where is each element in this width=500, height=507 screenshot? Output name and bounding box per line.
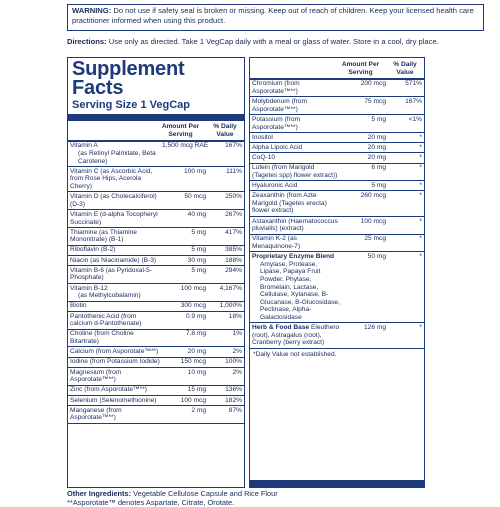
nutrient-name: Alpha Lipoic Acid [252,143,303,151]
nutrient-name-cell [252,218,342,233]
nutrient-name-cell [252,134,342,142]
nutrient-name: Pantothenic Acid (from calcium d-Pantothenate) [70,312,142,328]
nutrient-name-cell [70,193,162,208]
nutrient-row [68,312,244,330]
nutrient-name-cell [70,168,162,191]
nutrient-amount: 5 mg [191,246,206,254]
nutrient-row [68,302,244,312]
supplement-facts-panel-left [67,57,245,488]
nutrient-daily-value: * [419,235,422,243]
nutrient-daily-value: 182% [225,396,242,404]
nutrient-amount: 150 mcg [180,358,206,366]
nutrient-name: Iodine (from Potassium Iodide) [70,358,160,366]
other-label: Other Ingredients: [67,489,132,498]
nutrient-name-cell [70,211,162,226]
title-line-2: Facts [72,77,124,99]
nutrient-daily-value: 1% [232,330,242,338]
nutrient-row [250,191,424,216]
nutrient-amount: 1,500 mcg RAE [162,142,209,150]
other-ingredients [67,489,487,507]
nutrient-daily-value: * [419,143,422,151]
nutrient-name-cell [70,407,162,422]
nutrient-name-cell [252,235,342,250]
nutrient-daily-value: 18% [228,312,242,320]
directions [67,37,487,47]
nutrient-row [68,284,244,302]
nutrient-daily-value: 87% [228,406,242,414]
nutrient-amount: 5 mg [371,182,386,190]
nutrient-name: Potassium (from Asporotate™**) [252,115,300,131]
nutrient-name: Zinc (from Asporotate™**) [70,386,147,394]
nutrient-name-cell [70,142,162,165]
left-nutrient-list [68,142,244,424]
nutrient-daily-value: 417% [225,228,242,236]
nutrient-row [68,386,244,396]
nutrient-row [68,228,244,246]
nutrient-name: Inositol [252,133,273,141]
nutrient-name-cell [252,182,342,190]
nutrient-daily-value: 4,167% [219,284,242,292]
nutrient-name: Vitamin B-12 [70,284,108,292]
directions-label: Directions: [67,37,107,46]
nutrient-name-cell [70,267,162,282]
nutrient-daily-value: 136% [225,386,242,394]
nutrient-amount: 300 mcg [180,302,206,310]
dv-header-right: % Daily Value [393,61,417,76]
title-line-1: Supplement [72,58,185,80]
right-nutrient-list [250,80,424,349]
nutrient-amount: 100 mcg [180,284,206,292]
nutrient-name-cell [70,386,162,394]
nutrient-daily-value: * [419,164,422,172]
warning-text: Do not use if safety seal is broken or missing. Keep out of reach of children. Keep your licensed health care practitioner informed when using this product. [72,6,474,25]
column-header [68,121,244,142]
nutrient-name: Vitamin K-2 (as Menaquinone-7) [252,235,301,251]
nutrient-name-cell [252,164,342,179]
nutrient-row [250,164,424,182]
nutrient-daily-value: 100% [225,358,242,366]
asporotate-note: **Asporotate™ denotes Aspartate, Citrate, Orotate. [67,498,235,507]
nutrient-name: Proprietary Enzyme Blend [252,253,335,261]
warning-label: WARNING: [72,6,112,15]
nutrient-row [68,167,244,192]
nutrient-source: (as Methylcobalamin) [78,292,141,300]
nutrient-daily-value: * [419,253,422,261]
nutrient-name-cell [70,313,162,328]
nutrient-daily-value: * [419,192,422,200]
nutrient-source: (as Retinyl Palmitate, Beta Carotene) [78,149,156,165]
nutrient-amount: 15 mg [187,386,206,394]
nutrient-amount: 20 mg [367,133,386,141]
blend-ingredients: Amylase, Protease, Lipase, Papaya Fruit Powder, Phytase, Bromelain, Lactase, Cellulase, Xylanase, B-Glucanase, B-Glucosidase, Pectinase, Alpha-Galactosidase [260,260,340,321]
nutrient-name-cell [252,80,342,95]
nutrient-row [250,323,424,348]
nutrient-amount: 7.8 mg [185,330,206,338]
amount-header: Amount Per Serving [161,123,200,138]
nutrient-amount: 100 mcg [360,217,386,225]
nutrient-amount: 126 mg [364,324,386,332]
nutrient-name-cell [70,330,162,345]
nutrient-name: Biotin [70,302,87,310]
serving-size: Serving Size 1 VegCap [72,99,190,111]
nutrient-amount: 30 mg [187,256,206,264]
nutrient-amount: 2 mg [191,406,206,414]
daily-value-footnote: *Daily Value not established. [253,350,337,358]
nutrient-name: Chromium (from Asporotate™**) [252,80,300,95]
nutrient-name-cell [70,302,162,310]
nutrient-row [250,217,424,235]
nutrient-name-cell [252,154,342,162]
nutrient-amount: 5 mg [191,266,206,274]
nutrient-row [250,235,424,253]
nutrient-name: Vitamin D (as Cholecalciferol) (D-3) [70,193,157,208]
nutrient-name-cell [70,397,162,405]
nutrient-daily-value: <1% [408,115,422,123]
dv-header: % Daily Value [213,123,237,138]
nutrient-row [250,115,424,133]
nutrient-name: Vitamin B-6 (as Pyridoxal-5-Phosphate) [70,266,152,282]
nutrient-row [68,256,244,266]
nutrient-name-cell [252,324,342,347]
nutrient-name: Vitamin C (as Ascorbic Acid, from Rose Hips, Acerola Cherry) [70,167,153,190]
blend-ingredients: Eleuthero (root), Astragalus (root), Cranberry (berry extract) [252,324,340,347]
nutrient-name: Vitamin E (d-alpha Tocopheryl Succinate) [70,210,158,226]
nutrient-daily-value: 188% [225,256,242,264]
nutrient-amount: 200 mcg [360,80,386,88]
nutrient-daily-value: * [419,217,422,225]
nutrient-name-cell [70,369,162,384]
nutrient-row [250,153,424,163]
nutrient-name: Hyaluronic Acid [252,182,298,190]
nutrient-row [68,266,244,284]
nutrient-name-cell [252,192,342,215]
nutrient-name: Niacin (as Niacinamide) (B-3) [70,256,157,264]
panel-title [68,58,244,98]
nutrient-row [68,368,244,386]
nutrient-row [250,97,424,115]
nutrient-amount: 10 mg [187,368,206,376]
nutrient-name-cell [70,285,162,300]
nutrient-row [68,330,244,348]
nutrient-name-cell [70,229,162,244]
nutrient-name: Selenium (Selenomethionine) [70,396,157,404]
warning-box [67,4,484,31]
bottom-bar [250,480,424,487]
nutrient-name-cell [70,257,162,265]
nutrient-amount: 5 mg [371,115,386,123]
supplement-facts-panel-right [249,57,425,488]
nutrient-daily-value: 111% [226,167,242,175]
nutrient-amount: 5 mg [191,228,206,236]
nutrient-name-cell [252,253,342,321]
nutrient-name: Calcium (from Asporotate™**) [70,348,159,356]
nutrient-daily-value: * [419,182,422,190]
nutrient-row [68,142,244,167]
nutrient-daily-value: 2% [232,368,242,376]
nutrient-row [250,133,424,143]
nutrient-daily-value: 571% [405,80,422,88]
nutrient-name: Molybdenum (from Asporotate™**) [252,98,307,113]
nutrient-daily-value: * [419,133,422,141]
nutrient-row [250,252,424,323]
nutrient-daily-value: * [419,324,422,332]
nutrient-row [68,246,244,256]
nutrient-name: Manganese (from Asporotate™**) [70,406,122,422]
amount-header-right: Amount Per Serving [341,61,380,76]
nutrient-name-cell [70,348,162,356]
nutrient-name: Lutein (from Marigold (Tagetes spp) flower extract)) [252,164,338,179]
nutrient-daily-value: 267% [225,210,242,218]
nutrient-daily-value: 167% [225,142,242,150]
nutrient-amount: 20 mg [367,154,386,162]
nutrient-amount: 20 mg [367,143,386,151]
nutrient-name-cell [252,116,342,131]
nutrient-amount: 50 mcg [184,193,206,201]
nutrient-amount: 100 mg [184,167,206,175]
nutrient-amount: 75 mcg [364,98,386,106]
nutrient-daily-value: 294% [225,266,242,274]
nutrient-row [68,396,244,406]
nutrient-name-cell [70,246,162,254]
nutrient-name: Herb & Food Base [252,324,310,332]
nutrient-amount: 50 mg [367,253,386,261]
nutrient-daily-value: 167% [405,98,422,106]
nutrient-row [68,347,244,357]
nutrient-daily-value: 1,000% [219,302,242,310]
nutrient-daily-value: 2% [232,348,242,356]
nutrient-row [68,358,244,368]
divider-bar [68,114,244,121]
nutrient-amount: 6 mg [371,164,386,172]
nutrient-name: Riboflavin (B-2) [70,246,116,254]
nutrient-name-cell [252,98,342,113]
nutrient-name-cell [70,358,162,366]
nutrient-name: Vitamin A [70,142,98,150]
nutrient-amount: 20 mg [187,348,206,356]
nutrient-name: Zeaxanthin (from Azte Marigold (Tagetes erecta) flower extract) [252,192,327,215]
nutrient-name: Magnesium (from Asporotate™**) [70,368,122,384]
nutrient-name: Choline (from Choline Bitartrate) [70,330,134,345]
nutrient-daily-value: 385% [225,246,242,254]
nutrient-amount: 40 mg [187,210,206,218]
nutrient-amount: 260 mcg [360,192,386,200]
nutrient-row [250,181,424,191]
nutrient-amount: 100 mcg [180,396,206,404]
column-header-right [250,58,424,80]
other-text: Vegetable Cellulose Capsule and Rice Flour [133,489,278,498]
directions-text: Use only as directed. Take 1 VegCap daily with a meal or glass of water. Store in a cool, dry place. [108,37,439,46]
nutrient-row [68,210,244,228]
nutrient-daily-value: * [419,154,422,162]
nutrient-row [250,143,424,153]
nutrient-daily-value: 250% [225,193,242,201]
nutrient-amount: 0.9 mg [185,312,206,320]
nutrient-amount: 25 mcg [364,235,386,243]
nutrient-name: Astaxanthin (Haematococcus pluvialis) (extract) [252,217,338,233]
nutrient-row [250,80,424,98]
nutrient-name: CoQ-10 [252,154,276,162]
nutrient-row [68,192,244,210]
nutrient-name: Thiamine (as Thiamine Mononitrate) (B-1) [70,228,137,244]
nutrient-name-cell [252,144,342,152]
nutrient-row [68,406,244,424]
